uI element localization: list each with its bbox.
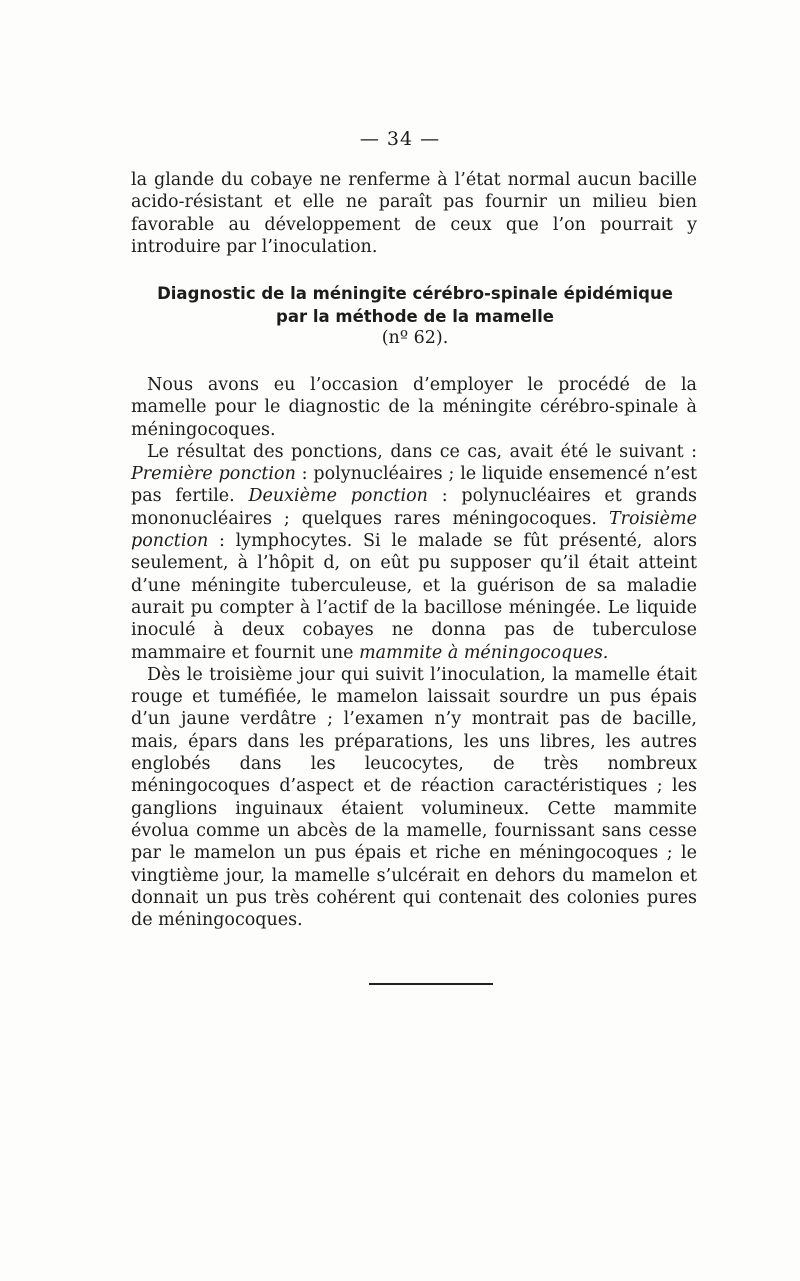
paragraph-2-text-3: : polynucléaires et grands mononucléaires ; quelques rares méningocoques. [131, 486, 697, 529]
section-heading-line-1: Diagnostic de la méningite cérébro-spinale épidémique [157, 284, 673, 303]
paragraph-2 [131, 441, 697, 664]
page-number: — 34 — [359, 128, 441, 150]
section-end-rule [369, 983, 493, 985]
section-heading-reference: (nº 62). [381, 328, 449, 348]
paragraph-2-text-1: Le résultat des ponctions, dans ce cas, avait été le suivant : [147, 441, 697, 462]
paragraph-2-italic-3: Troisième ponction [131, 508, 697, 552]
section-heading-line-2: par la méthode de la mamelle [276, 307, 554, 326]
paragraph-2-text-4: : lymphocytes. Si le malade se fût présenté, alors seulement, à l’hôpit d, on eût pu supposer qu’il était atteint d’une méningite tuberculeuse, et la guérison de sa maladie aurait pu compter à l’actif de la bacillose méningée. Le liquide inoculé à deux cobayes ne donna pas de tuberculose mammaire et fournit une [131, 531, 697, 663]
paragraph-1: Nous avons eu l’occasion d’employer le procédé de la mamelle pour le diagnostic de la méningite cérébro-spinale à méningocoques. [131, 375, 697, 440]
paragraph-2-text-2: : polynucléaires ; le liquide ensemencé n’est pas fertile. [131, 464, 697, 507]
paragraph-2-italic-1: Première ponction [131, 464, 296, 485]
intro-paragraph: la glande du cobaye ne renferme à l’état normal aucun bacille acido-résistant et elle ne paraît pas fournir un milieu bien favorable au développement de ceux que l’on pourrait y introduire par l’inoculation. [131, 170, 697, 257]
paragraph-2-italic-2: Deuxième ponction [248, 486, 428, 507]
body-text [131, 374, 697, 931]
intro-paragraph-block [131, 169, 697, 258]
paragraph-3: Dès le troisième jour qui suivit l’inoculation, la mamelle était rouge et tuméfiée, le mamelon laissait sourdre un pus épais d’un jaune verdâtre ; l’examen n’y montrait pas de bacille, mais, épars dans les préparations, les uns libres, les autres englobés dans les leucocytes, de très nombreux méningocoques d’aspect et de réaction caractéristiques ; les ganglions inguinaux étaient volumineux. Cette mammite évolua comme un abcès de la mamelle, fournissant sans cesse par le mamelon un pus épais et riche en méningocoques ; le vingtième jour, la mamelle s’ulcérait en dehors du mamelon et donnait un pus très cohérent qui contenait des colonies pures de méningocoques. [131, 664, 697, 931]
paragraph-2-italic-4: mammite à méningocoques. [359, 642, 609, 663]
